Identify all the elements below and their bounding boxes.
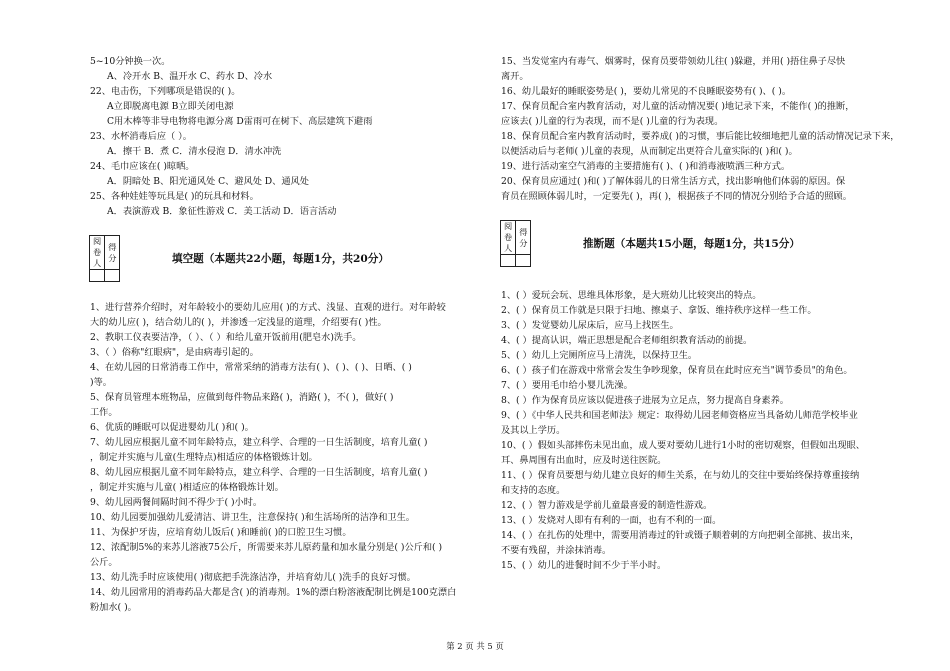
question-line: 11、为保护牙齿，应培育幼儿饭后( )和睡前( )的口腔卫生习惯。 <box>90 527 352 538</box>
question-line: 2、( ）保育员工作就是只限于扫地、擦桌子、拿饭、维持秩序这样一些工作。 <box>501 305 817 316</box>
text-line: 17、保育员配合室内教育活动，对儿童的活动情况要( )地记录下来，不能作( )的推断， <box>501 101 855 112</box>
score-cell <box>516 255 531 267</box>
text-line: 22、电击伤，下列哪项是错误的( )。 <box>90 86 241 97</box>
question-line: 公斤。 <box>90 557 118 568</box>
text-line: 育员在照顾体弱儿时，一定要先( )，再( )，根据孩子不同的情况分别给予合适的照顾。 <box>501 191 852 202</box>
question-line: 3、（ ）俗称"红眼病"，是由病毒引起的。 <box>90 347 259 358</box>
question-line: ，制定并实施与儿童(生理特点)相适应的体格锻炼计划。 <box>90 452 318 463</box>
text-line: 15、当发觉室内有毒气、烟雾时，保育员要带领幼儿往( )躲避，并用( )捂住鼻子尽快 <box>501 56 846 67</box>
page-footer: 第 2 页 共 5 页 <box>446 641 504 651</box>
section-title: 填空题（本题共22小题，每题1分，共20分） <box>172 253 389 265</box>
text-line: 24、毛巾应该在( )晾晒。 <box>90 161 195 172</box>
question-line: 10、( ）假如头部摔伤未见出血，成人要对要幼儿进行1小时的密切观察，但假如出现眼、 <box>501 440 865 451</box>
score-table <box>89 235 120 282</box>
reviewer-label: 阅卷人 <box>501 221 516 255</box>
question-line: 8、幼儿园应根据儿童不同年龄特点，建立科学、合理的一日生活制度，培育儿童( ) <box>90 467 428 478</box>
text-line: 应该去( )儿童的行为表现，而不是( )儿童的行为表现。 <box>501 116 724 127</box>
text-line: 18、保育员配合室内教育活动时，要养成( )的习惯，事后能比较细地把儿童的活动情况记录下来， <box>501 131 900 142</box>
question-line: 和支持的态度。 <box>501 485 566 496</box>
question-line: 耳、鼻周围有出血时，应及时送往医院。 <box>501 455 667 466</box>
score-cell <box>105 270 120 282</box>
reviewer-cell <box>501 255 516 267</box>
question-line: 6、优质的睡眠可以促进婴幼儿( )和( )。 <box>90 422 254 433</box>
question-line: 13、幼儿洗手时应该使用( )彻底把手洗涤洁净，并培育幼儿( )洗手的良好习惯。 <box>90 572 416 583</box>
question-line: 及其以上学历。 <box>501 425 566 436</box>
score-table <box>500 220 531 267</box>
text-line: 20、保育员应通过( )和( )了解体弱儿的日常生活方式，找出影响他们体弱的原因。保 <box>501 176 846 187</box>
question-line: 大的幼儿应( )，结合幼儿的( )，并渗透一定浅显的道理，介绍要有( )性。 <box>90 317 387 328</box>
reviewer-cell <box>90 270 105 282</box>
question-line: 1、进行营养介绍时，对年龄较小的要幼儿应用( )的方式、浅显、直观的进行。对年龄较 <box>90 302 446 313</box>
question-line: ，制定并实施与儿童( )相适应的体格锻炼计划。 <box>90 482 284 493</box>
question-line: 2、教职工仪表要洁净，（ ）、（ ）和给儿童开饭前用(肥皂水)洗手。 <box>90 332 362 343</box>
question-line: )等。 <box>90 377 112 388</box>
question-line: 9、幼儿园两餐间隔时间不得少于( )小时。 <box>90 497 263 508</box>
question-line: 粉加水( )。 <box>90 602 137 613</box>
question-line: 14、幼儿园常用的消毒药品大都是含( )的消毒剂。1%的漂白粉溶液配制比例是100克漂白 <box>90 587 457 598</box>
score-label: 得分 <box>516 221 531 255</box>
text-line: 离开。 <box>501 71 529 82</box>
score-label: 得分 <box>105 236 120 270</box>
question-line: 3、( ）发觉婴幼儿尿床后，应马上找医生。 <box>501 320 679 331</box>
text-line: 以便活动后与老师( )儿童的表现，从而制定出更符合儿童实际的( )和( )。 <box>501 146 798 157</box>
question-line: 15、( ）幼儿的进餐时间不少于半小时。 <box>501 560 667 571</box>
question-line: 12、浓配制5%的来苏儿溶液75公斤，所需要来苏儿原药量和加水量分别是( )公斤和( ) <box>90 542 443 553</box>
question-line: 12、( ）智力游戏是学前儿童最喜爱的制造性游戏。 <box>501 500 713 511</box>
text-line: 25、各种娃娃等玩具是( )的玩具和材料。 <box>90 191 259 202</box>
question-line: 13、( ）发烧对人即有有利的一面，也有不利的一面。 <box>501 515 722 526</box>
question-line: 6、( ）孩子们在游戏中常常会发生争吵现象，保育员在此时应充当"调节委员"的角色。 <box>501 365 853 376</box>
question-line: 9、( ）《中华人民共和国老师法》规定：取得幼儿园老师资格应当具备幼儿师范学校毕业 <box>501 410 858 421</box>
question-line: 14、( ）在扎伤的处理中，需要用消毒过的针或镊子顺着刺的方向把刺全部挑、拔出来， <box>501 530 860 541</box>
text-line: 16、幼儿最好的睡眠姿势是( )，要幼儿常见的不良睡眠姿势有( )、( )。 <box>501 86 792 97</box>
text-line: C用木棒等非导电物将电源分离 D雷雨可在树下、高层建筑下避雨 <box>107 116 373 127</box>
section-title: 推断题（本题共15小题，每题1分，共15分） <box>583 238 800 250</box>
question-line: 7、( ）要用毛巾给小婴儿洗澡。 <box>501 380 633 391</box>
question-line: 4、( ）提高认识，端正思想是配合老师组织教育活动的前提。 <box>501 335 753 346</box>
question-line: 不要有残留，并涂抹消毒。 <box>501 545 612 556</box>
text-line: A．阴暗处 B、阳光通风处 C、避风处 D、通风处 <box>107 176 309 187</box>
reviewer-label: 阅卷人 <box>90 236 105 270</box>
question-line: 5、( ）幼儿上完厕所应马上清洗，以保持卫生。 <box>501 350 698 361</box>
question-line: 11、( ）保育员要想与幼儿建立良好的师生关系，在与幼儿的交往中要始终保持尊重接纳 <box>501 470 860 481</box>
question-line: 10、幼儿园要加强幼儿爱清洁、讲卫生，注意保持( )和生活场所的洁净和卫生。 <box>90 512 415 523</box>
text-line: 19、进行活动室空气消毒的主要措施有( )、( )和消毒液喷洒三种方式。 <box>501 161 791 172</box>
question-line: 5、保育员管理本班物品，应做到每件物品来路( )，消路( )，不( )，做好( ) <box>90 392 394 403</box>
text-line: A．表演游戏 B．象征性游戏 C．美工活动 D．语言活动 <box>107 206 337 217</box>
question-line: 4、在幼儿园的日常消毒工作中，常常采纳的消毒方法有( )、( )、( )、日晒、( ) <box>90 362 412 373</box>
question-line: 1、( ）爱玩会玩、思维具体形象，是大班幼儿比较突出的特点。 <box>501 290 762 301</box>
text-line: A、冷开水 B、温开水 C、药水 D、冷水 <box>107 71 273 82</box>
question-line: 8、( ）作为保育员应该以促进孩子进展为立足点，努力提高自身素养。 <box>501 395 789 406</box>
text-line: 23、水杯消毒后应（ ）。 <box>90 131 192 142</box>
text-line: 5~10分钟换一次。 <box>90 56 171 67</box>
question-line: 工作。 <box>90 407 118 418</box>
text-line: A立即脱离电源 B立即关闭电源 <box>107 101 234 112</box>
question-line: 7、幼儿园应根据儿童不同年龄特点，建立科学、合理的一日生活制度，培育儿童( ) <box>90 437 428 448</box>
text-line: A．擦干 B．煮 C．清水侵泡 D．清水冲洗 <box>107 146 282 157</box>
